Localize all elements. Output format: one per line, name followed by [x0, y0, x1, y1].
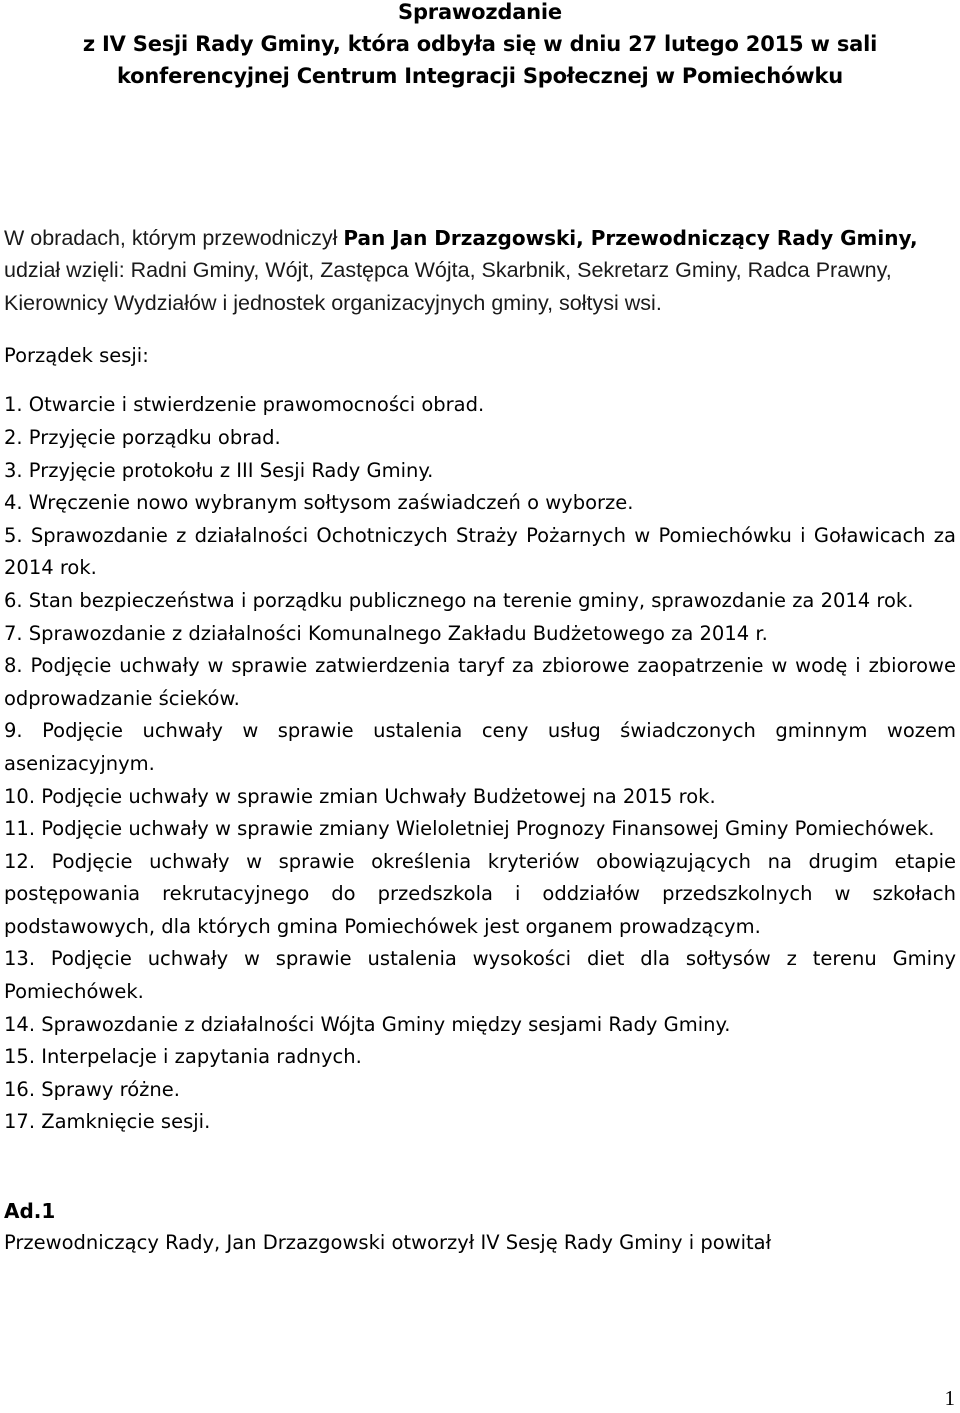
- ad1-heading: Ad.1: [4, 1199, 56, 1224]
- agenda-item: 17. Zamknięcie sesji.: [4, 1110, 211, 1134]
- agenda-item: 10. Podjęcie uchwały w sprawie zmian Uchwały Budżetowej na 2015 rok.: [4, 784, 716, 808]
- intro-text-end: udział wzięli: Radni Gminy, Wójt, Zastępca Wójta, Skarbnik, Sekretarz Gminy, Radca Prawny, Kierownicy Wydziałów i jednostek organizacyjnych gminy, sołtysi wsi.: [4, 258, 892, 315]
- agenda-heading: Porządek sesji:: [4, 344, 149, 368]
- agenda-item: 9. Podjęcie uchwały w sprawie ustalenia ceny usług świadczonych gminnym wozem asenizacyjnym.: [4, 719, 956, 775]
- chair-name: Pan Jan Drzazgowski, Przewodniczący Rady Gminy,: [343, 226, 918, 250]
- agenda-item: 6. Stan bezpieczeństwa i porządku publicznego na terenie gminy, sprawozdanie za 2014 rok.: [4, 588, 914, 612]
- agenda-item: 14. Sprawozdanie z działalności Wójta Gminy między sesjami Rady Gminy.: [4, 1012, 731, 1036]
- ad1-text: Przewodniczący Rady, Jan Drzazgowski otworzył IV Sesję Rady Gminy i powitał: [4, 1231, 772, 1255]
- agenda-item: 13. Podjęcie uchwały w sprawie ustalenia wysokości diet dla sołtysów z terenu Gminy Pomiechówek.: [4, 947, 956, 1004]
- agenda-item: 16. Sprawy różne.: [4, 1077, 180, 1101]
- agenda-item: 2. Przyjęcie porządku obrad.: [4, 425, 281, 449]
- title-line-2: z IV Sesji Rady Gminy, która odbyła się w dniu 27 lutego 2015 w sali: [82, 32, 878, 56]
- agenda-item: 5. Sprawozdanie z działalności Ochotniczych Straży Pożarnych w Pomiechówku i Goławicach za 2014 rok.: [4, 523, 956, 580]
- page-number: 1: [944, 1386, 955, 1410]
- agenda-item: 11. Podjęcie uchwały w sprawie zmiany Wieloletniej Prognozy Finansowej Gminy Pomiechówek.: [4, 817, 935, 841]
- title-line-3: konferencyjnej Centrum Integracji Społecznej w Pomiechówku: [116, 64, 844, 88]
- agenda-list: [4, 389, 956, 1139]
- title-line-1: Sprawozdanie: [398, 0, 562, 24]
- agenda-item: 4. Wręczenie nowo wybranym sołtysom zaświadczeń o wyborze.: [4, 491, 634, 515]
- agenda-item: 1. Otwarcie i stwierdzenie prawomocności obrad.: [4, 393, 485, 417]
- intro-paragraph: [4, 222, 956, 319]
- agenda-item: 3. Przyjęcie protokołu z III Sesji Rady Gminy.: [4, 458, 434, 482]
- document-page: [4, 0, 956, 1259]
- agenda-item: 15. Interpelacje i zapytania radnych.: [4, 1045, 362, 1069]
- agenda-item: 7. Sprawozdanie z działalności Komunalnego Zakładu Budżetowego za 2014 r.: [4, 621, 768, 645]
- agenda-item: 12. Podjęcie uchwały w sprawie określenia kryteriów obowiązujących na drugim etapie postępowania rekrutacyjnego do przedszkola i oddziałów przedszkolnych w szkołach podstawowych, dla których gmina Pomiechówek jest organem prowadzącym.: [4, 849, 956, 938]
- intro-text-start: W obradach, którym przewodniczył: [4, 226, 344, 250]
- agenda-item: 8. Podjęcie uchwały w sprawie zatwierdzenia taryf za zbiorowe zaopatrzenie w wodę i zbiorowe odprowadzanie ścieków.: [4, 654, 956, 710]
- document-title: [4, 0, 956, 92]
